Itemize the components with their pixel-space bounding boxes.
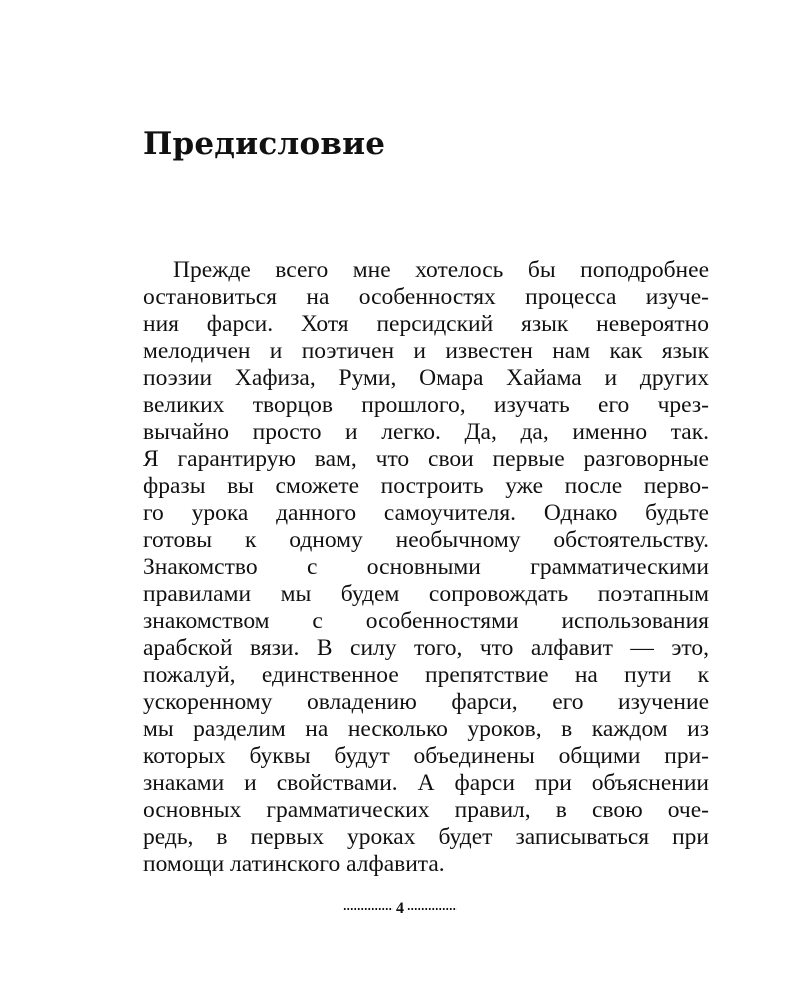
page-footer <box>0 897 800 921</box>
paragraph-line: знакомством с особенностями использования <box>143 608 709 634</box>
chapter-heading: Предисловие <box>143 126 386 162</box>
paragraph-line: пожалуй, единственное препятствие на пути к <box>143 662 709 688</box>
paragraph-line: арабской вязи. В силу того, что алфавит — это, <box>143 635 709 661</box>
dotted-leader-right <box>407 908 457 910</box>
paragraph-line: правилами мы будем сопровождать поэтапным <box>143 581 709 607</box>
page-number: 4 <box>396 900 404 917</box>
paragraph-line: ния фарси. Хотя персидский язык невероятно <box>143 311 709 337</box>
paragraph-line: знаками и свойствами. А фарси при объяснении <box>143 770 709 796</box>
paragraph-line: готовы к одному необычному обстоятельству. <box>143 527 709 553</box>
paragraph-line: которых буквы будут объединены общими при- <box>143 743 709 769</box>
paragraph-line: Я гарантирую вам, что свои первые разговорные <box>143 446 709 472</box>
paragraph-line: Знакомство с основными грамматическими <box>143 554 709 580</box>
paragraph-line: мы разделим на несколько уроков, в каждом из <box>143 716 709 742</box>
paragraph-line: редь, в первых уроках будет записываться при <box>143 824 709 850</box>
dotted-leader-left <box>343 908 393 910</box>
paragraph-line: остановиться на особенностях процесса изуче- <box>143 284 709 310</box>
paragraph-line: мелодичен и поэтичен и известен нам как язык <box>143 338 709 364</box>
paragraph-line: помощи латинского алфавита. <box>143 851 445 877</box>
paragraph-line: поэзии Хафиза, Руми, Омара Хайама и других <box>143 365 709 391</box>
paragraph-line: вычайно просто и легко. Да, да, именно так. <box>143 419 709 445</box>
paragraph-line: ускоренному овладению фарси, его изучение <box>143 689 709 715</box>
preface-paragraph <box>143 257 709 878</box>
paragraph-line: великих творцов прошлого, изучать его чрез- <box>143 392 709 418</box>
paragraph-line: Прежде всего мне хотелось бы поподробнее <box>173 257 709 283</box>
paragraph-line: го урока данного самоучителя. Однако будьте <box>143 500 709 526</box>
paragraph-line: основных грамматических правил, в свою оче- <box>143 797 709 823</box>
paragraph-line: фразы вы сможете построить уже после перво- <box>143 473 709 499</box>
